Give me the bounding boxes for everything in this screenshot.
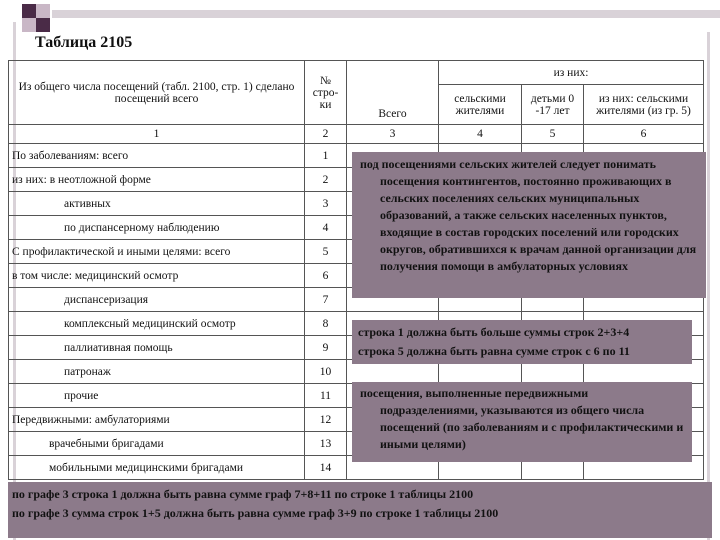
colnum: 5 (522, 125, 584, 144)
note-row-rules (352, 320, 692, 364)
row-label: из них: в неотложной форме (9, 168, 305, 192)
header-col5: детьми 0 -17 лет (522, 85, 584, 125)
note-bottom-rule-1: по графе 3 строка 1 должна быть равна сумме граф 7+8+11 по строке 1 таблицы 2100 (12, 487, 474, 501)
decor-bar-top (52, 10, 720, 18)
row-num: 3 (305, 192, 347, 216)
header-col3: Всего (347, 61, 439, 125)
row-label: активных (9, 192, 305, 216)
header-col6: из них: сельскими жителями (из гр. 5) (584, 85, 704, 125)
row-label: врачебными бригадами (9, 432, 305, 456)
row-num: 12 (305, 408, 347, 432)
colnum: 3 (347, 125, 439, 144)
note-bottom-rule-2: по графе 3 сумма строк 1+5 должна быть равна сумме граф 3+9 по строке 1 таблицы 2100 (12, 506, 499, 520)
decor-square-light (22, 18, 36, 32)
header-group: из них: (439, 61, 704, 85)
row-num: 7 (305, 288, 347, 312)
header-col4: сельскими жителями (439, 85, 522, 125)
row-label: С профилактической и иными целями: всего (9, 240, 305, 264)
row-num: 2 (305, 168, 347, 192)
row-label: диспансеризация (9, 288, 305, 312)
decor-square-dark (36, 18, 50, 32)
row-label: Передвижными: амбулаториями (9, 408, 305, 432)
row-num: 11 (305, 384, 347, 408)
row-num: 5 (305, 240, 347, 264)
row-label: По заболеваниям: всего (9, 144, 305, 168)
note-rural-residents (352, 152, 706, 298)
row-num: 14 (305, 456, 347, 480)
decor-square-light (36, 4, 50, 18)
note-mobile-text: посещения, выполненные передвижными подразделениями, указываются из общего числа посещений (по заболеваниям и с профилактическими и иными целями) (360, 386, 684, 451)
page-title: Таблица 2105 (35, 34, 133, 51)
row-label: мобильными медицинскими бригадами (9, 456, 305, 480)
colnum: 4 (439, 125, 522, 144)
colnum: 6 (584, 125, 704, 144)
row-label: комплексный медицинский осмотр (9, 312, 305, 336)
colnum: 1 (9, 125, 305, 144)
note-bottom-rules (8, 482, 712, 538)
row-num: 13 (305, 432, 347, 456)
decor-square-dark (22, 4, 36, 18)
row-label: паллиативная помощь (9, 336, 305, 360)
row-num: 9 (305, 336, 347, 360)
note-rural-text: под посещениями сельских жителей следует понимать посещения контингентов, постоянно проживающих в сельских поселениях сельских муниципальных образований, а также сельских населенных пунктов, входящие в состав городских поселений или городских округов, обратившихся к врачам данной организации для получения помощи в амбулаторных условиях (360, 157, 697, 273)
colnum: 2 (305, 125, 347, 144)
row-label: по диспансерному наблюдению (9, 216, 305, 240)
row-num: 1 (305, 144, 347, 168)
row-num: 10 (305, 360, 347, 384)
row-label: прочие (9, 384, 305, 408)
note-row-rule-2: строка 5 должна быть равна сумме строк с 6 по 11 (358, 344, 630, 358)
decor-bar-right (707, 32, 710, 540)
row-num: 6 (305, 264, 347, 288)
note-mobile-units (352, 382, 692, 462)
header-col2: № стро-ки (305, 61, 347, 125)
row-label: патронаж (9, 360, 305, 384)
header-col1: Из общего числа посещений (табл. 2100, стр. 1) сделано посещений всего (9, 61, 305, 125)
note-row-rule-1: строка 1 должна быть больше суммы строк 2+3+4 (358, 325, 630, 339)
row-num: 4 (305, 216, 347, 240)
row-num: 8 (305, 312, 347, 336)
row-label: в том числе: медицинский осмотр (9, 264, 305, 288)
